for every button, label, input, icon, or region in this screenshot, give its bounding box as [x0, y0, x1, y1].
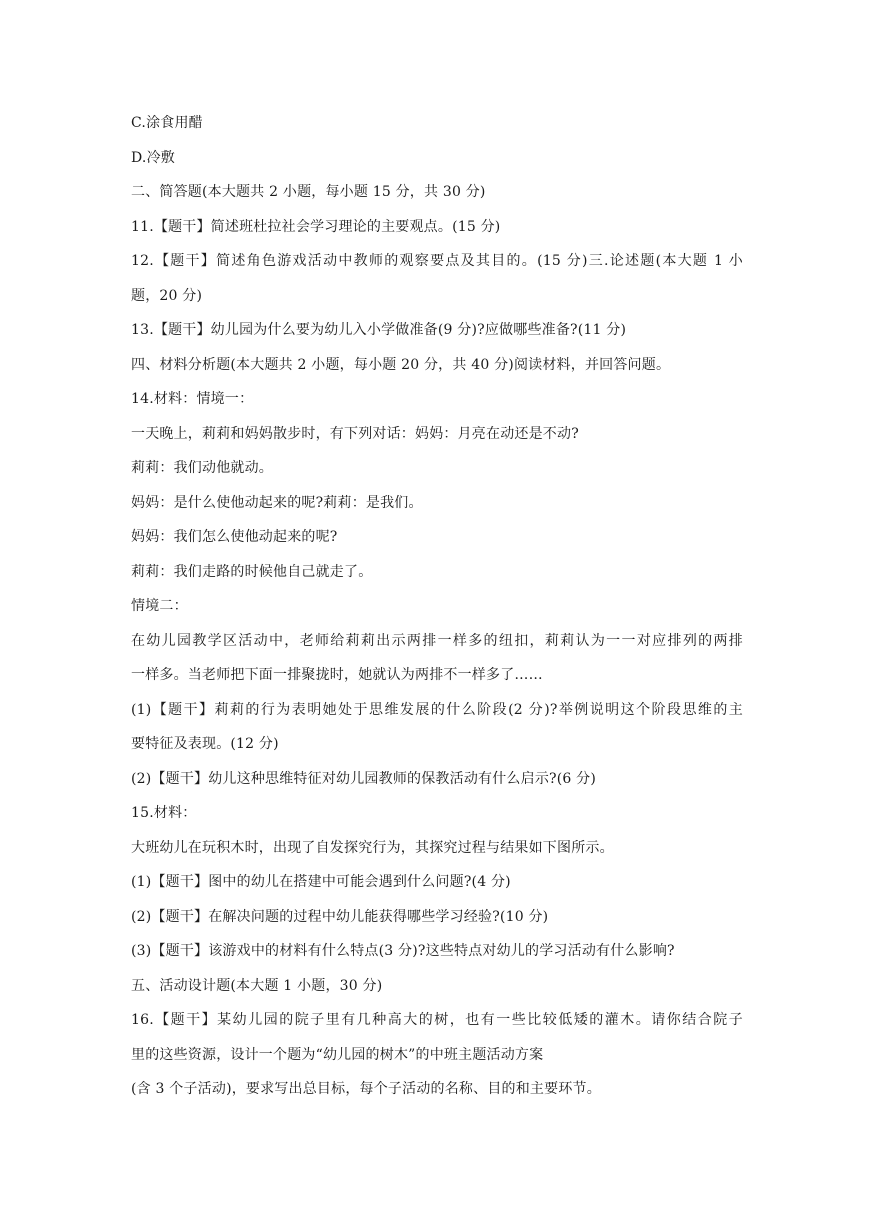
scenario-2-heading: 情境二： [131, 598, 188, 614]
scenario-1-line-3: 妈妈：是什么使他动起来的呢?莉莉：是我们。 [131, 494, 423, 511]
question-16-line-2: 里的这些资源，设计一个题为“幼儿园的树木”的中班主题活动方案 [131, 1046, 544, 1063]
question-12-line-1: 12.【题干】简述角色游戏活动中教师的观察要点及其目的。(15 分)三.论述题(本大题 1 小 [131, 253, 743, 269]
question-14-material: 14.材料：情境一： [131, 391, 254, 407]
section-5-heading: 五、活动设计题(本大题 1 小题，30 分) [131, 977, 383, 994]
question-11: 11.【题干】简述班杜拉社会学习理论的主要观点。(15 分) [131, 218, 501, 235]
question-14-1-line-1: (1)【题干】莉莉的行为表明她处于思维发展的什么阶段(2 分)?举例说明这个阶段思维的主 [131, 701, 743, 718]
question-16-line-3: (含 3 个子活动)，要求写出总目标，每个子活动的名称、目的和主要环节。 [131, 1081, 601, 1097]
scenario-1-line-5: 莉莉：我们走路的时候他自己就走了。 [131, 563, 373, 580]
scenario-2-line-2: 一样多。当老师把下面一排聚拢时，她就认为两排不一样多了…… [131, 667, 543, 683]
option-c-line: C.涂食用醋 [131, 115, 203, 131]
question-15-2: (2)【题干】在解决问题的过程中幼儿能获得哪些学习经验?(10 分) [131, 908, 549, 925]
scenario-1-line-1: 一天晚上，莉莉和妈妈散步时，有下列对话：妈妈：月亮在动还是不动? [131, 425, 579, 442]
option-d-line: D.冷敷 [131, 149, 175, 166]
question-15-material: 15.材料： [131, 805, 197, 821]
question-15-1: (1)【题干】图中的幼儿在搭建中可能会遇到什么问题?(4 分) [131, 874, 511, 890]
scenario-2-line-1: 在幼儿园教学区活动中，老师给莉莉出示两排一样多的纽扣，莉莉认为一一对应排列的两排 [131, 632, 743, 649]
scenario-1-line-2: 莉莉：我们动他就动。 [131, 460, 273, 476]
section-2-heading: 二、简答题(本大题共 2 小题，每小题 15 分，共 30 分) [131, 184, 486, 200]
question-15-description: 大班幼儿在玩积木时，出现了自发探究行为，其探究过程与结果如下图所示。 [131, 839, 614, 856]
section-4-heading: 四、材料分析题(本大题共 2 小题，每小题 20 分，共 40 分)阅读材料，并回答问题。 [131, 356, 671, 373]
question-13: 13.【题干】幼儿园为什么要为幼儿入小学做准备(9 分)?应做哪些准备?(11 分) [131, 322, 627, 338]
scenario-1-line-4: 妈妈：我们怎么使他动起来的呢? [131, 529, 338, 545]
question-14-1-line-2: 要特征及表现。(12 分) [131, 736, 279, 752]
question-15-3: (3)【题干】该游戏中的材料有什么特点(3 分)?这些特点对幼儿的学习活动有什么影响? [131, 943, 675, 959]
question-12-line-2: 题，20 分) [131, 287, 203, 304]
question-14-2: (2)【题干】幼儿这种思维特征对幼儿园教师的保教活动有什么启示?(6 分) [131, 770, 597, 787]
question-16-line-1: 16.【题干】某幼儿园的院子里有几种高大的树，也有一些比较低矮的灌木。请你结合院子 [131, 1012, 743, 1028]
document-body [131, 109, 743, 1110]
